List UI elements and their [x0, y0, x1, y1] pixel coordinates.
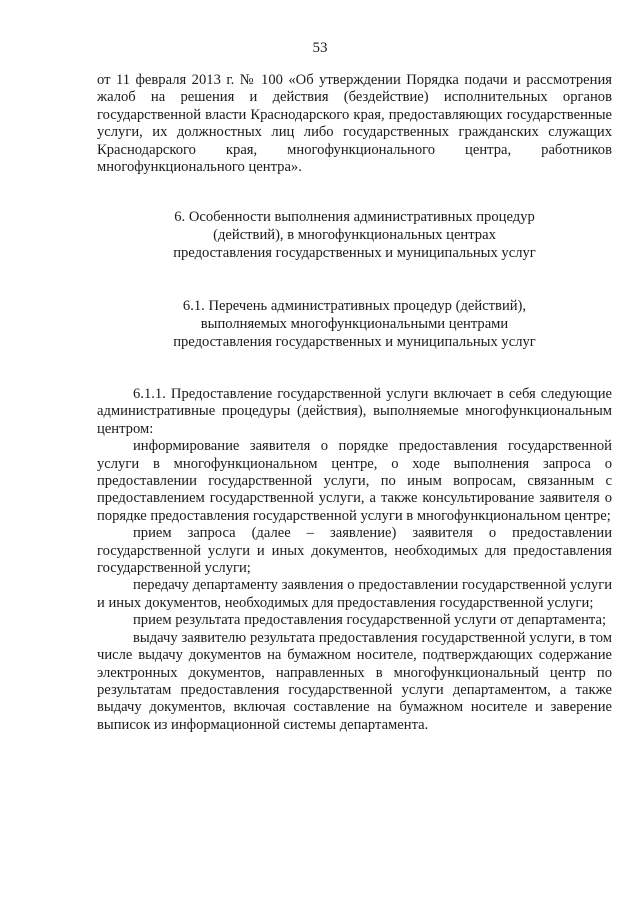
section-body [97, 386, 612, 734]
heading-line: предоставления государственных и муниципальных услуг [173, 245, 536, 261]
page-number: 53 [312, 40, 328, 56]
heading-line: 6.1. Перечень административных процедур (действий), [182, 298, 527, 314]
paragraph: выдачу заявителю результата предоставления государственной услуги, в том числе выдачу документов на бумажном носителе, подтверждающих содержание электронных документов, направленных в многофункциональный центр по результатам предоставления государственной услуги департаментом, а также выдачу документов, включая составление на бумажном носителе и заверение выписок из информационной системы департамента. [97, 629, 612, 733]
section-6-heading [97, 208, 612, 262]
intro-paragraph [97, 72, 612, 176]
paragraph: передачу департаменту заявления о предоставлении государственной услуги и иных документов, необходимых для предоставления государственной услуги; [97, 577, 612, 611]
heading-line: выполняемых многофункциональными центрами [200, 316, 509, 332]
paragraph: прием результата предоставления государственной услуги от департамента; [133, 612, 607, 629]
intro-text: от 11 февраля 2013 г. № 100 «Об утверждении Порядка подачи и рассмотрения жалоб на решения и действия (бездействие) исполнительных органов государственной власти Краснодарского края, предоставляющих государственные услуги, их должностных лиц либо государственных гражданских служащих Краснодарского края, многофункционального центра, работников многофункционального центра». [97, 72, 612, 176]
paragraph: прием запроса (далее – заявление) заявителя о предоставлении государственной услуги и иных документов, необходимых для предоставления государственной услуги; [97, 525, 612, 577]
paragraph: информирование заявителя о порядке предоставления государственной услуги в многофункциональном центре, о ходе выполнения запроса о предоставлении государственной услуги, по иным вопросам, связанным с предоставлением государственной услуги, а также консультирование заявителя о порядке предоставления государственной услуги в многофункциональном центре; [97, 438, 612, 524]
section-6-1-heading [97, 297, 612, 351]
paragraph: 6.1.1. Предоставление государственной услуги включает в себя следующие административные процедуры (действия), выполняемые многофункциональным центром: [97, 386, 612, 437]
heading-line: предоставления государственных и муниципальных услуг [173, 334, 536, 350]
heading-line: 6. Особенности выполнения административных процедур [174, 209, 535, 225]
heading-line: (действий), в многофункциональных центрах [213, 227, 496, 243]
